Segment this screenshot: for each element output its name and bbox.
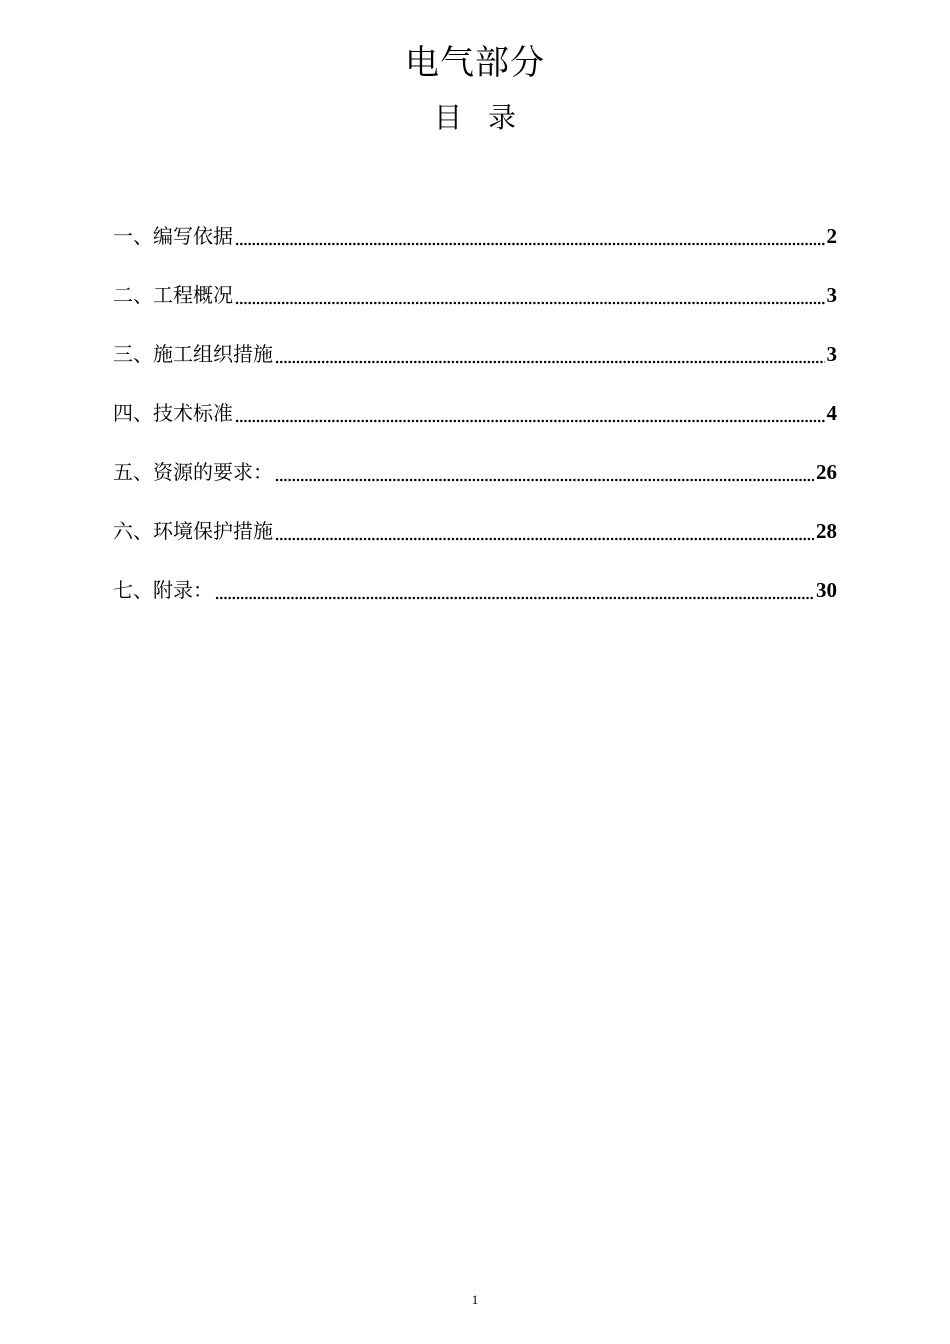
toc-entry[interactable]: [113, 275, 837, 315]
toc-entry[interactable]: [113, 334, 837, 374]
toc-entry-label: 四、技术标准: [113, 401, 233, 425]
toc-entry-label: 七、附录：: [113, 578, 213, 602]
toc-entry-label: 五、资源的要求：: [113, 460, 273, 484]
toc-heading: 目录: [433, 101, 542, 134]
toc-entry-label: 一、编写依据: [113, 224, 233, 248]
dot-leader: [215, 560, 814, 600]
dot-leader: [275, 442, 814, 482]
page-number: 1: [471, 1292, 479, 1307]
toc-entry-page: 3: [826, 342, 837, 366]
page-title: 电气部分: [405, 43, 545, 83]
toc-entry-page: 28: [816, 519, 837, 543]
toc-entry-page: 4: [826, 401, 837, 425]
toc-entry-label: 二、工程概况: [113, 283, 233, 307]
toc-entry[interactable]: [113, 452, 837, 492]
toc-entry-page: 3: [826, 283, 837, 307]
toc-entry[interactable]: [113, 511, 837, 551]
toc-entry[interactable]: [113, 216, 837, 256]
dot-leader: [235, 206, 825, 246]
toc-entry-label: 六、环境保护措施: [113, 519, 273, 543]
toc-entry-page: 26: [816, 460, 837, 484]
dot-leader: [235, 383, 825, 423]
dot-leader: [275, 501, 814, 541]
toc-entry-label: 三、施工组织措施: [113, 342, 273, 366]
toc-entry[interactable]: [113, 570, 837, 610]
toc-entry-page: 30: [816, 578, 837, 602]
toc-entry[interactable]: [113, 393, 837, 433]
table-of-contents: [113, 216, 837, 629]
dot-leader: [275, 324, 825, 364]
dot-leader: [235, 265, 825, 305]
toc-entry-page: 2: [826, 224, 837, 248]
